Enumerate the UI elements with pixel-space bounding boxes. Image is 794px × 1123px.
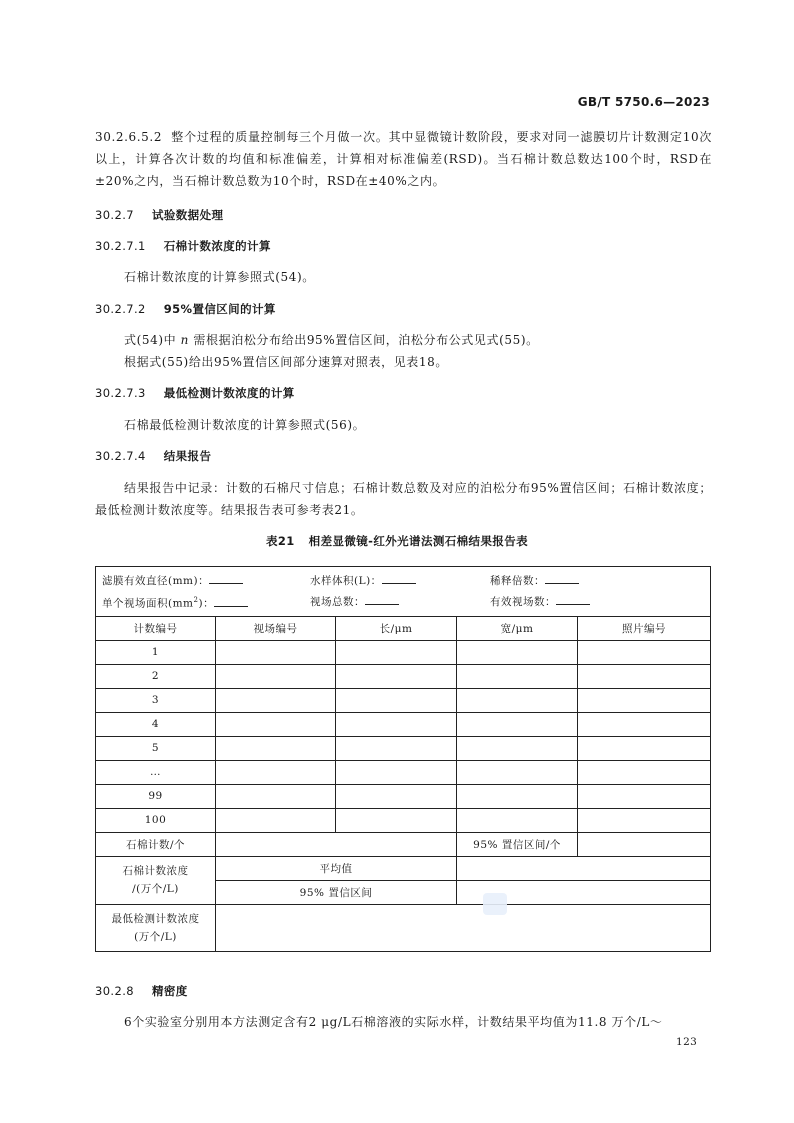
ci-label: 95% 置信区间 <box>216 880 457 904</box>
mean-label: 平均值 <box>216 856 457 880</box>
table-cell <box>578 760 711 784</box>
total-fields-label: 视场总数： <box>310 596 365 608</box>
table-row <box>96 640 711 664</box>
table-cell <box>457 640 578 664</box>
table-cell <box>216 784 336 808</box>
table-row <box>96 736 711 760</box>
water-volume-label: 水样体积(L)： <box>310 575 382 587</box>
table-cell <box>578 688 711 712</box>
heading-number: 30.2.7 <box>95 208 134 222</box>
water-volume-field <box>310 571 490 589</box>
table-cell <box>216 808 336 832</box>
table-cell <box>457 760 578 784</box>
row-id: 99 <box>96 784 216 808</box>
column-header: 长/μm <box>336 616 457 640</box>
total-fields-field <box>310 592 490 612</box>
row-id: 1 <box>96 640 216 664</box>
dilution-blank <box>545 571 579 584</box>
dilution-field <box>490 571 700 589</box>
table-info-header <box>96 567 711 617</box>
table-cell <box>578 784 711 808</box>
asbestos-count-row <box>96 832 711 856</box>
field-area-field <box>102 592 310 612</box>
heading-30-2-8 <box>95 983 188 999</box>
min-detection-label <box>96 904 216 951</box>
body-30-2-7-2-line1 <box>124 331 539 348</box>
min-detection-label-line1: 最低检测计数浓度 <box>111 912 200 925</box>
section-30-2-6-5-2 <box>95 126 712 192</box>
asbestos-count-label: 石棉计数/个 <box>96 832 216 856</box>
ci-count-label: 95% 置信区间/个 <box>457 832 578 856</box>
field-area-label: 单个视场面积(mm <box>102 597 194 610</box>
section-text: 整个过程的质量控制每三个月做一次。其中显微镜计数阶段，要求对同一滤膜切片计数测定10次以上，计算各次计数的均值和标准偏差，计算相对标准偏差(RSD)。当石棉计数总数达100个时，RSD在±20%之内，当石棉计数总数为10个时，RSD在±40%之内。 <box>95 130 712 188</box>
report-table <box>95 566 711 952</box>
body-30-2-7-3: 石棉最低检测计数浓度的计算参照式(56)。 <box>124 418 366 432</box>
heading-title: 最低检测计数浓度的计算 <box>163 386 295 400</box>
body-30-2-7-2-line2: 根据式(55)给出95%置信区间部分速算对照表，见表18。 <box>124 355 448 369</box>
line-prefix: 式(54)中 <box>124 333 177 347</box>
standard-code: GB/T 5750.6—2023 <box>577 95 710 109</box>
heading-number: 30.2.7.4 <box>95 449 146 463</box>
concentration-label-line1: 石棉计数浓度 <box>122 865 189 877</box>
valid-fields-field <box>490 592 700 612</box>
mean-value <box>457 856 711 880</box>
filter-diameter-field <box>102 571 310 589</box>
valid-fields-blank <box>556 592 590 605</box>
column-header: 视场编号 <box>216 616 336 640</box>
section-number: 30.2.6.5.2 <box>95 130 163 144</box>
table-cell <box>336 688 457 712</box>
watermark-logo <box>483 893 507 915</box>
table-row <box>96 760 711 784</box>
page-number: 123 <box>676 1036 698 1048</box>
heading-number: 30.2.7.1 <box>95 239 146 253</box>
table-cell <box>216 640 336 664</box>
heading-title: 精密度 <box>151 984 188 998</box>
field-area-superscript: 2 <box>193 596 199 604</box>
ci-count-value <box>578 832 711 856</box>
table-cell <box>457 688 578 712</box>
filter-diameter-blank <box>209 571 243 584</box>
table-column-headers <box>96 616 711 640</box>
table-cell <box>336 664 457 688</box>
column-header: 照片编号 <box>578 616 711 640</box>
dilution-label: 稀释倍数： <box>490 575 545 587</box>
heading-30-2-7 <box>95 207 223 223</box>
body-30-2-8: 6个实验室分别用本方法测定含有2 μg/L石棉溶液的实际水样，计数结果平均值为11.8 万个/L～ <box>124 1015 663 1029</box>
table-cell <box>578 664 711 688</box>
heading-title: 95%置信区间的计算 <box>163 302 276 316</box>
filter-diameter-label: 滤膜有效直径(mm)： <box>102 575 210 587</box>
table-cell <box>457 808 578 832</box>
table-cell <box>457 712 578 736</box>
water-volume-blank <box>382 571 416 584</box>
table-cell <box>336 808 457 832</box>
body-30-2-7-1: 石棉计数浓度的计算参照式(54)。 <box>124 270 315 284</box>
table-cell <box>578 808 711 832</box>
row-id: 2 <box>96 664 216 688</box>
variable-n: n <box>180 333 189 347</box>
valid-fields-label: 有效视场数： <box>490 596 556 608</box>
table-cell <box>216 688 336 712</box>
concentration-label <box>96 856 216 904</box>
column-header: 计数编号 <box>96 616 216 640</box>
table-cell <box>578 736 711 760</box>
table-21-title <box>0 533 794 549</box>
field-area-blank <box>214 594 248 607</box>
table-cell <box>336 640 457 664</box>
line-suffix: 需根据泊松分布给出95%置信区间，泊松分布公式见式(55)。 <box>193 333 539 347</box>
table-row <box>96 784 711 808</box>
asbestos-count-value <box>216 832 457 856</box>
table-row <box>96 808 711 832</box>
table-cell <box>336 784 457 808</box>
table-cell <box>216 736 336 760</box>
row-id: … <box>96 760 216 784</box>
table-cell <box>457 664 578 688</box>
heading-30-2-7-3 <box>95 385 295 401</box>
field-area-label-end: )： <box>198 597 215 610</box>
table-cell <box>457 784 578 808</box>
heading-number: 30.2.8 <box>95 984 134 998</box>
table-caption: 相差显微镜-红外光谱法测石棉结果报告表 <box>308 534 529 548</box>
table-cell <box>457 736 578 760</box>
row-id: 100 <box>96 808 216 832</box>
heading-title: 石棉计数浓度的计算 <box>163 239 271 253</box>
heading-title: 试验数据处理 <box>151 208 224 222</box>
concentration-label-line2: /(万个/L) <box>132 883 179 895</box>
heading-title: 结果报告 <box>163 449 212 463</box>
table-cell <box>216 664 336 688</box>
table-cell <box>578 712 711 736</box>
table-number: 表21 <box>265 534 295 548</box>
table-row <box>96 664 711 688</box>
concentration-mean-row <box>96 856 711 880</box>
table-cell <box>336 712 457 736</box>
min-detection-row <box>96 904 711 951</box>
heading-30-2-7-1 <box>95 238 271 254</box>
min-detection-label-line2: (万个/L) <box>134 930 177 943</box>
row-id: 4 <box>96 712 216 736</box>
min-detection-value <box>216 904 711 951</box>
table-cell <box>336 736 457 760</box>
row-id: 3 <box>96 688 216 712</box>
table-cell <box>336 760 457 784</box>
heading-30-2-7-4 <box>95 448 211 464</box>
table-cell <box>216 712 336 736</box>
heading-number: 30.2.7.3 <box>95 386 146 400</box>
table-row <box>96 712 711 736</box>
heading-30-2-7-2 <box>95 301 276 317</box>
table-cell <box>578 640 711 664</box>
row-id: 5 <box>96 736 216 760</box>
table-row <box>96 688 711 712</box>
body-30-2-7-4: 结果报告中记录：计数的石棉尺寸信息；石棉计数总数及对应的泊松分布95%置信区间；石棉计数浓度；最低检测计数浓度等。结果报告表可参考表21。 <box>95 481 712 517</box>
heading-number: 30.2.7.2 <box>95 302 146 316</box>
total-fields-blank <box>365 592 399 605</box>
column-header: 宽/μm <box>457 616 578 640</box>
table-cell <box>216 760 336 784</box>
